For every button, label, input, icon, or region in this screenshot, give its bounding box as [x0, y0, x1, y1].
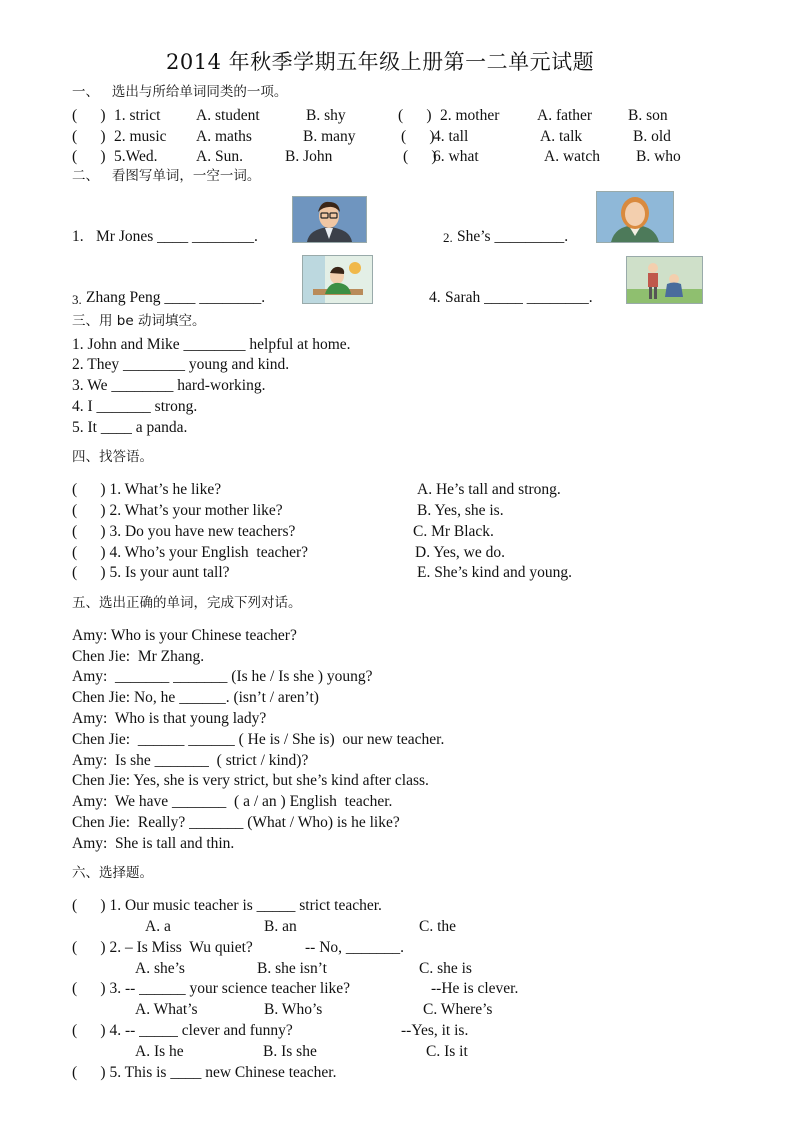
s2-item-4: Sarah _____ ________. [445, 289, 593, 306]
s1-paren-4[interactable]: ( ) [401, 128, 435, 145]
s5-line-10: Chen Jie: Really? _______ (What / Who) is he like? [72, 814, 400, 831]
s4-answer-b: B. Yes, she is. [417, 502, 504, 519]
s4-answer-e: E. She’s kind and young. [417, 564, 572, 581]
s6-q4-option-c: C. Is it [426, 1043, 468, 1060]
s6-question-3-reply: --He is clever. [431, 980, 519, 997]
s6-question-2-reply: -- No, _______. [305, 939, 405, 956]
s5-line-9: Amy: We have _______ ( a / an ) English teacher. [72, 793, 393, 810]
section2-heading: 二、 看图写单词，一空一词。 [72, 168, 261, 184]
s4-question-4: ( ) 4. Who’s your English teacher? [72, 544, 309, 561]
helping-girl-picture [626, 256, 703, 304]
section1-heading: 一、 选出与所给单词同类的一项。 [72, 84, 288, 100]
s4-question-3: ( ) 3. Do you have new teachers? [72, 523, 296, 540]
s2-item-3-num: 3. [72, 292, 82, 307]
s4-question-1: ( ) 1. What’s he like? [72, 481, 222, 498]
s6-question-5: ( ) 5. This is ____ new Chinese teacher. [72, 1064, 337, 1081]
s6-q2-option-a: A. she’s [135, 960, 185, 977]
s2-item-3: Zhang Peng ____ ________. [86, 289, 266, 306]
s6-q3-option-a: A. What’s [135, 1001, 198, 1018]
s1-option-a-3: A. maths [196, 128, 252, 145]
s2-item-2-num: 2. [443, 230, 453, 245]
page-title: 2014 年秋季学期五年级上册第一二单元试题 [166, 50, 595, 74]
s1-paren-1[interactable]: ( ) [72, 107, 106, 124]
s6-q1-option-b: B. an [264, 918, 297, 935]
s5-line-11: Amy: She is tall and thin. [72, 835, 235, 852]
s4-question-2: ( ) 2. What’s your mother like? [72, 502, 283, 519]
s5-line-1: Amy: Who is your Chinese teacher? [72, 627, 297, 644]
s1-option-a-6: A. watch [544, 148, 600, 165]
s1-option-a-1: A. student [196, 107, 260, 124]
s6-q4-option-a: A. Is he [135, 1043, 184, 1060]
s1-paren-5[interactable]: ( ) [72, 148, 106, 165]
s6-q1-option-a: A. a [145, 918, 171, 935]
s1-option-a-2: A. father [537, 107, 593, 124]
s5-line-5: Amy: Who is that young lady? [72, 710, 267, 727]
s1-question-5: 5.Wed. [114, 148, 158, 165]
s6-question-2: ( ) 2. – Is Miss Wu quiet? [72, 939, 253, 956]
s6-q3-option-c: C. Where’s [423, 1001, 493, 1018]
s1-option-b-5: B. John [285, 148, 333, 165]
s5-line-3: Amy: _______ _______ (Is he / Is she ) young? [72, 668, 373, 685]
s3-item-4: 4. I _______ strong. [72, 398, 198, 415]
section6-heading: 六、选择题。 [72, 865, 153, 881]
s1-question-6: 6. what [433, 148, 479, 165]
s1-option-b-3: B. many [303, 128, 356, 145]
s5-line-6: Chen Jie: ______ ______ ( He is / She is) our new teacher. [72, 731, 445, 748]
s5-line-7: Amy: Is she _______ ( strict / kind)? [72, 752, 309, 769]
section4-heading: 四、找答语。 [72, 449, 153, 465]
s6-question-4: ( ) 4. -- _____ clever and funny? [72, 1022, 293, 1039]
s1-paren-6[interactable]: ( ) [403, 148, 437, 165]
s3-item-3: 3. We ________ hard-working. [72, 377, 266, 394]
s5-line-4: Chen Jie: No, he ______. (isn’t / aren’t) [72, 689, 319, 706]
s1-option-a-5: A. Sun. [196, 148, 243, 165]
s6-q1-option-c: C. the [419, 918, 457, 935]
s2-item-4-num: 4. [429, 289, 441, 306]
s6-question-1: ( ) 1. Our music teacher is _____ strict teacher. [72, 897, 382, 914]
s5-line-8: Chen Jie: Yes, she is very strict, but she’s kind after class. [72, 772, 429, 789]
s6-question-4-reply: --Yes, it is. [401, 1022, 469, 1039]
section3-heading: 三、用 be 动词填空。 [72, 313, 206, 329]
s1-paren-3[interactable]: ( ) [72, 128, 106, 145]
s2-item-1: Mr Jones ____ ________. [96, 228, 258, 245]
s4-question-5: ( ) 5. Is your aunt tall? [72, 564, 230, 581]
s6-q4-option-b: B. Is she [263, 1043, 317, 1060]
s2-item-1-num: 1. [72, 228, 84, 245]
s1-option-b-2: B. son [628, 107, 668, 124]
s3-item-2: 2. They ________ young and kind. [72, 356, 290, 373]
s6-q2-option-c: C. she is [419, 960, 472, 977]
s1-question-3: 2. music [114, 128, 167, 145]
section5-heading: 五、选出正确的单词，完成下列对话。 [72, 595, 302, 611]
s1-option-b-4: B. old [633, 128, 671, 145]
s4-answer-c: C. Mr Black. [413, 523, 494, 540]
s1-option-b-1: B. shy [306, 107, 346, 124]
s1-question-2: 2. mother [440, 107, 500, 124]
s4-answer-d: D. Yes, we do. [415, 544, 505, 561]
s2-item-2: She’s _________. [457, 228, 569, 245]
s1-option-b-6: B. who [636, 148, 681, 165]
s3-item-5: 5. It ____ a panda. [72, 419, 188, 436]
s6-question-3: ( ) 3. -- ______ your science teacher like? [72, 980, 351, 997]
s4-answer-a: A. He’s tall and strong. [417, 481, 561, 498]
s6-q3-option-b: B. Who’s [264, 1001, 323, 1018]
teacher-man-picture [292, 196, 367, 243]
s1-option-a-4: A. talk [540, 128, 583, 145]
s5-line-2: Chen Jie: Mr Zhang. [72, 648, 205, 665]
teacher-woman-picture [596, 191, 674, 243]
s1-question-1: 1. strict [114, 107, 161, 124]
boy-at-desk-picture [302, 255, 373, 304]
s1-question-4: 4. tall [433, 128, 469, 145]
s1-paren-2[interactable]: ( ) [398, 107, 432, 124]
s3-item-1: 1. John and Mike ________ helpful at home. [72, 336, 351, 353]
s6-q2-option-b: B. she isn’t [257, 960, 327, 977]
